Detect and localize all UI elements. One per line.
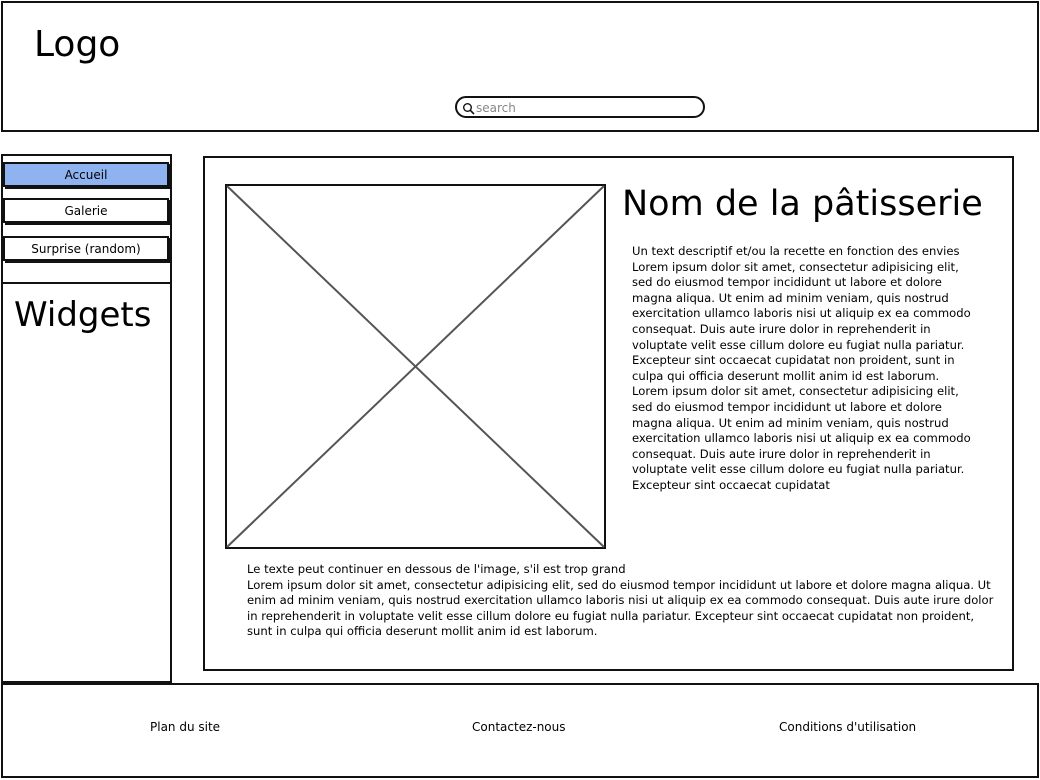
nav-accueil-button[interactable]: Accueil xyxy=(3,162,169,187)
description-intro: Un text descriptif et/ou la recette en fonction des envies xyxy=(632,244,960,258)
continued-text-paragraph: Lorem ipsum dolor sit amet, consectetur adipisicing elit, sed do eiusmod tempor incididunt ut labore et dolore magna aliqua. Ut enim ad minim veniam, quis nostrud exercitation ullamco laboris nisi ut aliquip ex ea commodo consequat. Duis aute irure dolor in reprehenderit in voluptate velit esse cillum dolore eu fugiat nulla pariatur. Excepteur sint occaecat cupidatat non proident, sunt in culpa qui officia deserunt mollit anim id est laborum. xyxy=(247,577,994,639)
nav-galerie-button[interactable]: Galerie xyxy=(3,198,169,223)
image-placeholder-icon xyxy=(225,184,606,549)
description-paragraph: Lorem ipsum dolor sit amet, consectetur adipisicing elit, sed do eiusmod tempor incididunt ut labore et dolore magna aliqua. Ut enim ad minim veniam, quis nostrud exercitation ullamco laboris nisi ut aliquip ex ea commodo consequat. Duis aute irure dolor in reprehenderit in voluptate velit esse cillum dolore eu fugiat nulla pariatur. Excepteur sint occaecat cupidatat xyxy=(632,384,971,492)
continued-text xyxy=(247,562,997,640)
description-paragraph: Lorem ipsum dolor sit amet, consectetur adipisicing elit, sed do eiusmod tempor incididunt ut labore et dolore magna aliqua. Ut enim ad minim veniam, quis nostrud exercitation ullamco laboris nisi ut aliquip ex ea commodo consequat. Duis aute irure dolor in reprehenderit in voluptate velit esse cillum dolore eu fugiat nulla pariatur. Excepteur sint occaecat cupidatat non proident, sunt in culpa qui officia deserunt mollit anim id est laborum. xyxy=(632,259,971,383)
search-input[interactable] xyxy=(476,99,696,117)
footer-link-contact[interactable]: Contactez-nous xyxy=(472,720,566,734)
search-icon xyxy=(462,101,476,115)
pastry-title: Nom de la pâtisserie xyxy=(622,184,983,224)
pastry-description xyxy=(632,244,972,526)
footer-link-plan-du-site[interactable]: Plan du site xyxy=(150,720,221,734)
search-box[interactable] xyxy=(455,96,705,118)
nav-surprise-button[interactable]: Surprise (random) xyxy=(3,236,169,261)
continued-text-intro: Le texte peut continuer en dessous de l'image, s'il est trop grand xyxy=(247,562,626,576)
widgets-title: Widgets xyxy=(14,295,152,335)
footer-link-conditions[interactable]: Conditions d'utilisation xyxy=(779,720,917,734)
logo[interactable]: Logo xyxy=(34,24,121,65)
widgets-panel xyxy=(1,282,172,683)
